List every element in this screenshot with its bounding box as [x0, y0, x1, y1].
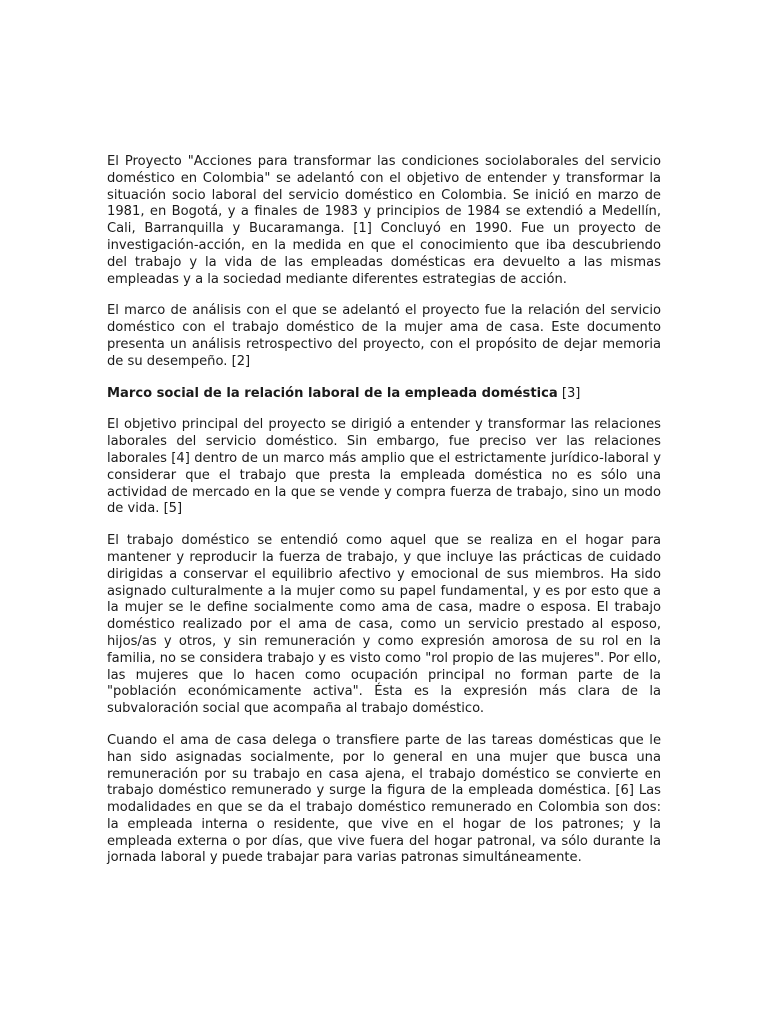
document-page	[107, 154, 661, 882]
section-heading-title: Marco social de la relación laboral de la empleada doméstica	[107, 385, 558, 401]
paragraph-project-intro: El Proyecto "Acciones para transformar las condiciones sociolaborales del servicio doméstico en Colombia" se adelantó con el objetivo de entender y transformar la situación socio laboral del servicio doméstico en Colombia. Se inició en marzo de 1981, en Bogotá, y a finales de 1983 y principios de 1984 se extendió a Medellín, Cali, Barranquilla y Bucaramanga. [1] Concluyó en 1990. Fue un proyecto de investigación-acción, en la medida en que el conocimiento que iba descubriendo del trabajo y la vida de las empleadas domésticas era devuelto a las mismas empleadas y a la sociedad mediante diferentes estrategias de acción.	[107, 154, 661, 287]
paragraph-main-objective: El objetivo principal del proyecto se dirigió a entender y transformar las relaciones laborales del servicio doméstico. Sin embargo, fue preciso ver las relaciones laborales [4] dentro de un marco más amplio que el estrictamente jurídico-laboral y considerar que el trabajo que presta la empleada doméstica no es sólo una actividad de mercado en la que se vende y compra fuerza de trabajo, sino un modo de vida. [5]	[107, 417, 661, 517]
section-heading-reference: [3]	[557, 385, 581, 401]
section-heading	[107, 386, 661, 403]
paragraph-domestic-work-definition: El trabajo doméstico se entendió como aquel que se realiza en el hogar para mantener y reproducir la fuerza de trabajo, y que incluye las prácticas de cuidado dirigidas a conservar el equilibrio afectivo y emocional de sus miembros. Ha sido asignado culturalmente a la mujer como su papel fundamental, y es por esto que a la mujer se le define socialmente como ama de casa, madre o esposa. El trabajo doméstico realizado por el ama de casa, como un servicio prestado al esposo, hijos/as y otros, y sin remuneración y como expresión amorosa de su rol en la familia, no se considera trabajo y es visto como "rol propio de las mujeres". Por ello, las mujeres que lo hacen como ocupación principal no forman parte de la "población económicamente activa". Ésta es la expresión más clara de la subvaloración social que acompaña al trabajo doméstico.	[107, 533, 661, 717]
paragraph-analysis-frame: El marco de análisis con el que se adelantó el proyecto fue la relación del servicio doméstico con el trabajo doméstico de la mujer ama de casa. Este documento presenta un análisis retrospectivo del proyecto, con el propósito de dejar memoria de su desempeño. [2]	[107, 303, 661, 369]
paragraph-paid-domestic-work: Cuando el ama de casa delega o transfiere parte de las tareas domésticas que le han sido asignadas socialmente, por lo general en una mujer que busca una remuneración por su trabajo en casa ajena, el trabajo doméstico se convierte en trabajo doméstico remunerado y surge la figura de la empleada doméstica. [6] Las modalidades en que se da el trabajo doméstico remunerado en Colombia son dos: la empleada interna o residente, que vive en el hogar de los patrones; y la empleada externa o por días, que vive fuera del hogar patronal, va sólo durante la jornada laboral y puede trabajar para varias patronas simultáneamente.	[107, 732, 661, 866]
